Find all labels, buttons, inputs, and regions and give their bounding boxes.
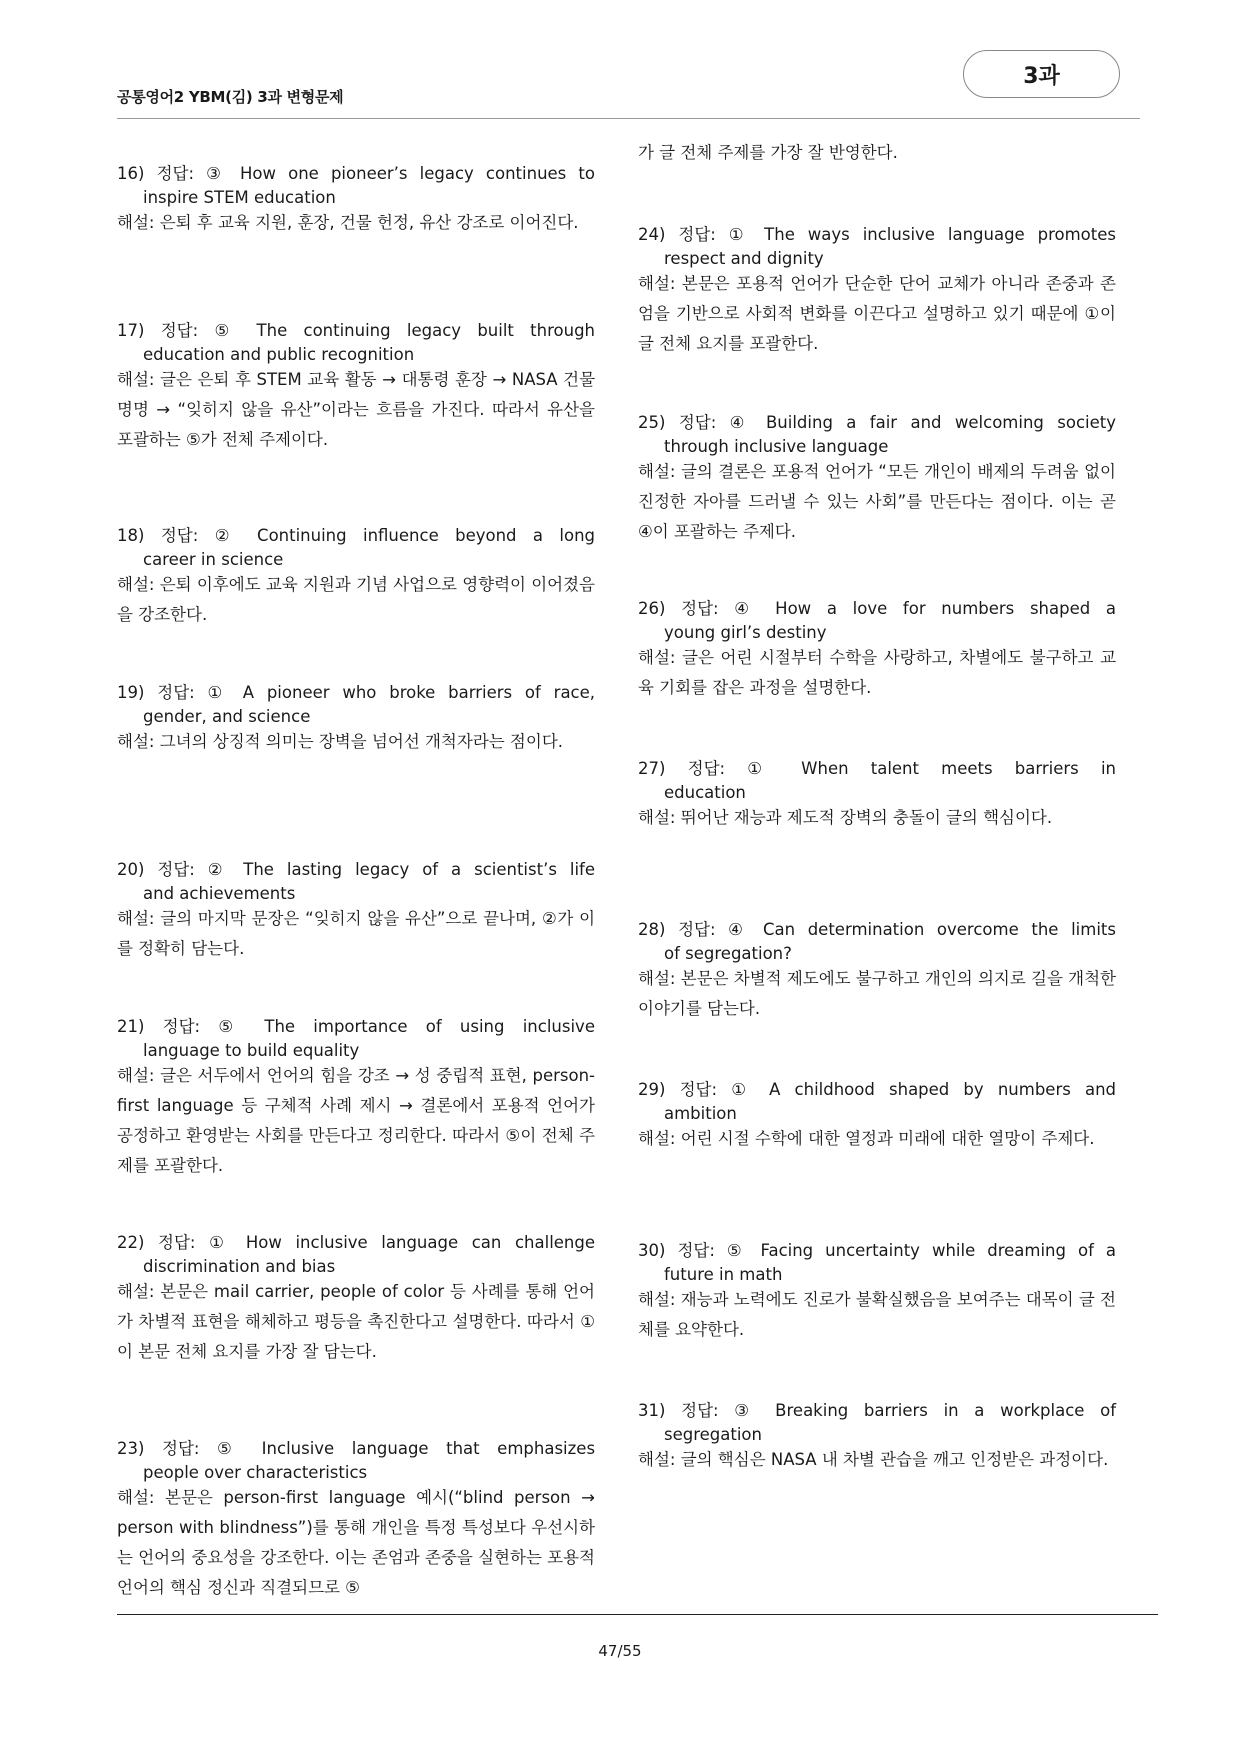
answer-entry-25: [638, 411, 1116, 547]
answer-text-continued: through inclusive language: [664, 437, 889, 456]
explanation-text: 글은 어린 시절부터 수학을 사랑하고, 차별에도 불구하고 교육 기회를 잡은 과정을 설명한다.: [638, 648, 1117, 697]
choice-number: ④: [729, 413, 753, 432]
explanation-text: 글의 핵심은 NASA 내 차별 관습을 깨고 인정받은 과정이다.: [680, 1450, 1109, 1469]
explanation-label: 해설:: [638, 808, 676, 827]
question-number: 23): [117, 1439, 145, 1458]
choice-number: ①: [747, 759, 779, 778]
choice-number: ⑤: [217, 1439, 245, 1458]
answer-label: 정답:: [678, 920, 716, 939]
answer: [638, 1399, 1116, 1447]
explanation-text: 본문은 mail carrier, people of color 등 사례를 통해 언어가 차별적 표현을 해체하고 평등을 촉진한다고 설명한다. 따라서 ①이 본문 전체 요지를 가장 잘 담는다.: [117, 1282, 595, 1361]
answer-entry-19: [117, 681, 595, 757]
explanation: [638, 964, 1116, 1024]
answer-entry-27: [638, 757, 1116, 833]
answer-text: Can determination overcome the limits: [762, 920, 1116, 939]
answer-label: 정답:: [157, 860, 195, 879]
explanation: [117, 365, 595, 455]
answer-label: 정답:: [681, 1401, 719, 1420]
explanation-text: 은퇴 이후에도 교육 지원과 기념 사업으로 영향력이 이어졌음을 강조한다.: [117, 575, 595, 624]
answer-text-continued: and achievements: [143, 884, 296, 903]
answer-entry-22: [117, 1231, 595, 1367]
choice-number: ⑤: [726, 1241, 749, 1260]
page-number: 47/55: [598, 1642, 642, 1660]
answer-label: 정답:: [158, 1233, 196, 1252]
answer: [117, 1437, 595, 1485]
question-number: 20): [117, 860, 145, 879]
explanation-text: 글의 마지막 문장은 “잊히지 않을 유산”으로 끝나며, ②가 이를 정확히 담는다.: [117, 909, 596, 958]
answer-text: The ways inclusive language promotes: [764, 225, 1116, 244]
answer: [638, 918, 1116, 966]
explanation-text: 글의 결론은 포용적 언어가 “모든 개인이 배제의 두려움 없이 진정한 자아를 드러낼 수 있는 사회”를 만든다는 점이다. 이는 곧 ④이 포괄하는 주제다.: [638, 462, 1116, 541]
question-number: 19): [117, 683, 145, 702]
answer-entry-21: [117, 1015, 595, 1181]
explanation: [117, 727, 595, 757]
answer-label: 정답:: [678, 225, 716, 244]
continuation-text: [638, 140, 1116, 168]
explanation: [638, 803, 1116, 833]
answer-text: When talent meets barriers in: [801, 759, 1116, 778]
explanation-text: 은퇴 후 교육 지원, 훈장, 건물 헌정, 유산 강조로 이어진다.: [159, 213, 579, 232]
answer-text: A pioneer who broke barriers of race,: [242, 683, 596, 702]
answer-text-continued: segregation: [664, 1425, 762, 1444]
answer-text-continued: respect and dignity: [664, 249, 824, 268]
choice-number: ③: [206, 164, 228, 183]
question-number: 16): [117, 164, 145, 183]
answer-text-continued: of segregation?: [664, 944, 792, 963]
question-number: 18): [117, 526, 145, 545]
explanation: [638, 457, 1116, 547]
explanation-label: 해설:: [638, 462, 676, 481]
answer-label: 정답:: [681, 599, 719, 618]
answer-label: 정답:: [160, 526, 199, 545]
answer: [638, 757, 1116, 805]
question-number: 25): [638, 413, 666, 432]
answer-text: How one pioneer’s legacy continues to: [239, 164, 595, 183]
answer-entry-18: [117, 524, 595, 630]
explanation: [638, 1445, 1116, 1475]
question-number: 27): [638, 759, 666, 778]
answer-text: Building a fair and welcoming society: [765, 413, 1116, 432]
explanation-text: 본문은 차별적 제도에도 불구하고 개인의 의지로 길을 개척한 이야기를 담는다.: [638, 969, 1116, 1018]
question-number: 28): [638, 920, 666, 939]
question-number: 21): [117, 1017, 145, 1036]
answer-text-continued: future in math: [664, 1265, 783, 1284]
answer-text-continued: inspire STEM education: [143, 188, 336, 207]
explanation-label: 해설:: [638, 1129, 676, 1148]
choice-number: ①: [731, 1080, 755, 1099]
answer-entry-26: [638, 597, 1116, 703]
answer: [117, 858, 595, 906]
explanation-text: 본문은 person-first language 예시(“blind person → person with blindness”)를 통해 개인을 특정 특성보다 우선시하는 언어의 중요성을 강조한다. 이는 존엄과 존중을 실현하는 포용적 언어의 핵심 정신과 직결되므로 ⑤: [117, 1488, 595, 1597]
explanation-text: 재능과 노력에도 진로가 불확실했음을 보여주는 대목이 글 전체를 요약한다.: [638, 1290, 1116, 1339]
answer-entry-16: [117, 162, 595, 238]
chapter-badge: 3과: [963, 50, 1120, 98]
question-number: 26): [638, 599, 666, 618]
answer: [117, 524, 595, 572]
answer-text: The importance of using inclusive: [264, 1017, 595, 1036]
explanation-label: 해설:: [638, 969, 676, 988]
answer-text: How inclusive language can challenge: [245, 1233, 596, 1252]
explanation: [117, 570, 595, 630]
answer-label: 정답:: [157, 683, 195, 702]
question-number: 24): [638, 225, 666, 244]
answer-label: 정답:: [162, 1017, 201, 1036]
answer: [117, 162, 595, 210]
answer-entry-23: [117, 1437, 595, 1603]
answer-text-continued: language to build equality: [143, 1041, 360, 1060]
explanation-label: 해설:: [117, 1282, 155, 1301]
answer: [117, 319, 595, 367]
answer-text-continued: discrimination and bias: [143, 1257, 336, 1276]
choice-number: ①: [207, 683, 230, 702]
explanation-text: 뛰어난 재능과 제도적 장벽의 충돌이 글의 핵심이다.: [680, 808, 1053, 827]
answer-text-continued: education and public recognition: [143, 345, 415, 364]
answer-text: Facing uncertainty while dreaming of a: [760, 1241, 1117, 1260]
answer: [638, 597, 1116, 645]
answer: [638, 411, 1116, 459]
explanation: [117, 1277, 595, 1367]
explanation: [117, 1483, 595, 1603]
answer-text: The lasting legacy of a scientist’s life: [243, 860, 595, 879]
explanation-label: 해설:: [117, 575, 155, 594]
explanation-label: 해설:: [117, 732, 155, 751]
answer-label: 정답:: [677, 1241, 715, 1260]
answer-entry-31: [638, 1399, 1116, 1475]
answer-label: 정답:: [679, 1080, 718, 1099]
answer: [638, 1239, 1116, 1287]
explanation: [117, 208, 595, 238]
answer-label: 정답:: [156, 164, 195, 183]
answer-label: 정답:: [160, 321, 199, 340]
explanation-label: 해설:: [117, 370, 155, 389]
explanation-text: 글은 서두에서 언어의 힘을 강조 → 성 중립적 표현, person-first language 등 구체적 사례 제시 → 결론에서 포용적 언어가 공정하고 환영받는 사회를 만든다고 정리한다. 따라서 ⑤이 전체 주제를 포괄한다.: [117, 1066, 595, 1175]
question-number: 17): [117, 321, 145, 340]
explanation-label: 해설:: [117, 213, 155, 232]
answer-text: The continuing legacy built through: [256, 321, 595, 340]
answer-text-continued: people over characteristics: [143, 1463, 368, 1482]
answer-entry-24: [638, 223, 1116, 359]
choice-number: ④: [728, 920, 751, 939]
explanation: [638, 269, 1116, 359]
explanation-label: 해설:: [117, 909, 155, 928]
explanation: [638, 1124, 1116, 1154]
answer-label: 정답:: [162, 1439, 200, 1458]
choice-number: ②: [207, 860, 231, 879]
answer-text-continued: ambition: [664, 1104, 737, 1123]
answer: [117, 681, 595, 729]
answer-text: Inclusive language that emphasizes: [261, 1439, 596, 1458]
answer-text-continued: young girl’s destiny: [664, 623, 827, 642]
explanation-text: 그녀의 상징적 의미는 장벽을 넘어선 개척자라는 점이다.: [159, 732, 563, 751]
choice-number: ④: [734, 599, 760, 618]
explanation-label: 해설:: [638, 1290, 676, 1309]
explanation-text: 어린 시절 수학에 대한 열정과 미래에 대한 열망이 주제다.: [680, 1129, 1095, 1148]
question-number: 30): [638, 1241, 666, 1260]
choice-number: ⑤: [214, 321, 241, 340]
document-title: 공통영어2 YBM(김) 3과 변형문제: [117, 88, 344, 106]
question-number: 31): [638, 1401, 666, 1420]
explanation-label: 해설:: [638, 274, 676, 293]
answer-label: 정답:: [678, 413, 717, 432]
answer: [638, 1078, 1116, 1126]
choice-number: ③: [734, 1401, 760, 1420]
explanation-text: 가 글 전체 주제를 가장 잘 반영한다.: [638, 143, 898, 162]
choice-number: ②: [214, 526, 241, 545]
answer-entry-30: [638, 1239, 1116, 1345]
explanation-label: 해설:: [638, 1450, 676, 1469]
explanation-label: 해설:: [117, 1488, 155, 1507]
answer: [117, 1231, 595, 1279]
answer-entry-20: [117, 858, 595, 964]
choice-number: ①: [209, 1233, 233, 1252]
choice-number: ⑤: [218, 1017, 247, 1036]
explanation: [117, 904, 595, 964]
footer-divider: [117, 1614, 1158, 1615]
answer-text-continued: gender, and science: [143, 707, 311, 726]
answer-entry-28: [638, 918, 1116, 1024]
question-number: 29): [638, 1080, 666, 1099]
answer: [117, 1015, 595, 1063]
explanation-text: 글은 은퇴 후 STEM 교육 활동 → 대통령 훈장 → NASA 건물 명명 → “잊히지 않을 유산”이라는 흐름을 가진다. 따라서 유산을 포괄하는 ⑤가 전체 주제이다.: [117, 370, 596, 449]
answer-entry-29: [638, 1078, 1116, 1154]
answer: [638, 223, 1116, 271]
explanation: [117, 1061, 595, 1181]
explanation-text: 본문은 포용적 언어가 단순한 단어 교체가 아니라 존중과 존엄을 기반으로 사회적 변화를 이끈다고 설명하고 있기 때문에 ①이 글 전체 요지를 포괄한다.: [638, 274, 1116, 353]
answer-text: How a love for numbers shaped a: [775, 599, 1117, 618]
answer-text: Breaking barriers in a workplace of: [775, 1401, 1117, 1420]
answer-text: Continuing influence beyond a long: [257, 526, 596, 545]
explanation: [638, 1285, 1116, 1345]
answer-text-continued: education: [664, 783, 746, 802]
question-number: 22): [117, 1233, 145, 1252]
answer-entry-17: [117, 319, 595, 455]
answer-text-continued: career in science: [143, 550, 284, 569]
explanation-label: 해설:: [117, 1066, 155, 1085]
answer-text: A childhood shaped by numbers and: [769, 1080, 1117, 1099]
choice-number: ①: [728, 225, 752, 244]
answer-label: 정답:: [687, 759, 726, 778]
explanation: [638, 643, 1116, 703]
explanation-label: 해설:: [638, 648, 676, 667]
header-divider: [117, 118, 1140, 119]
